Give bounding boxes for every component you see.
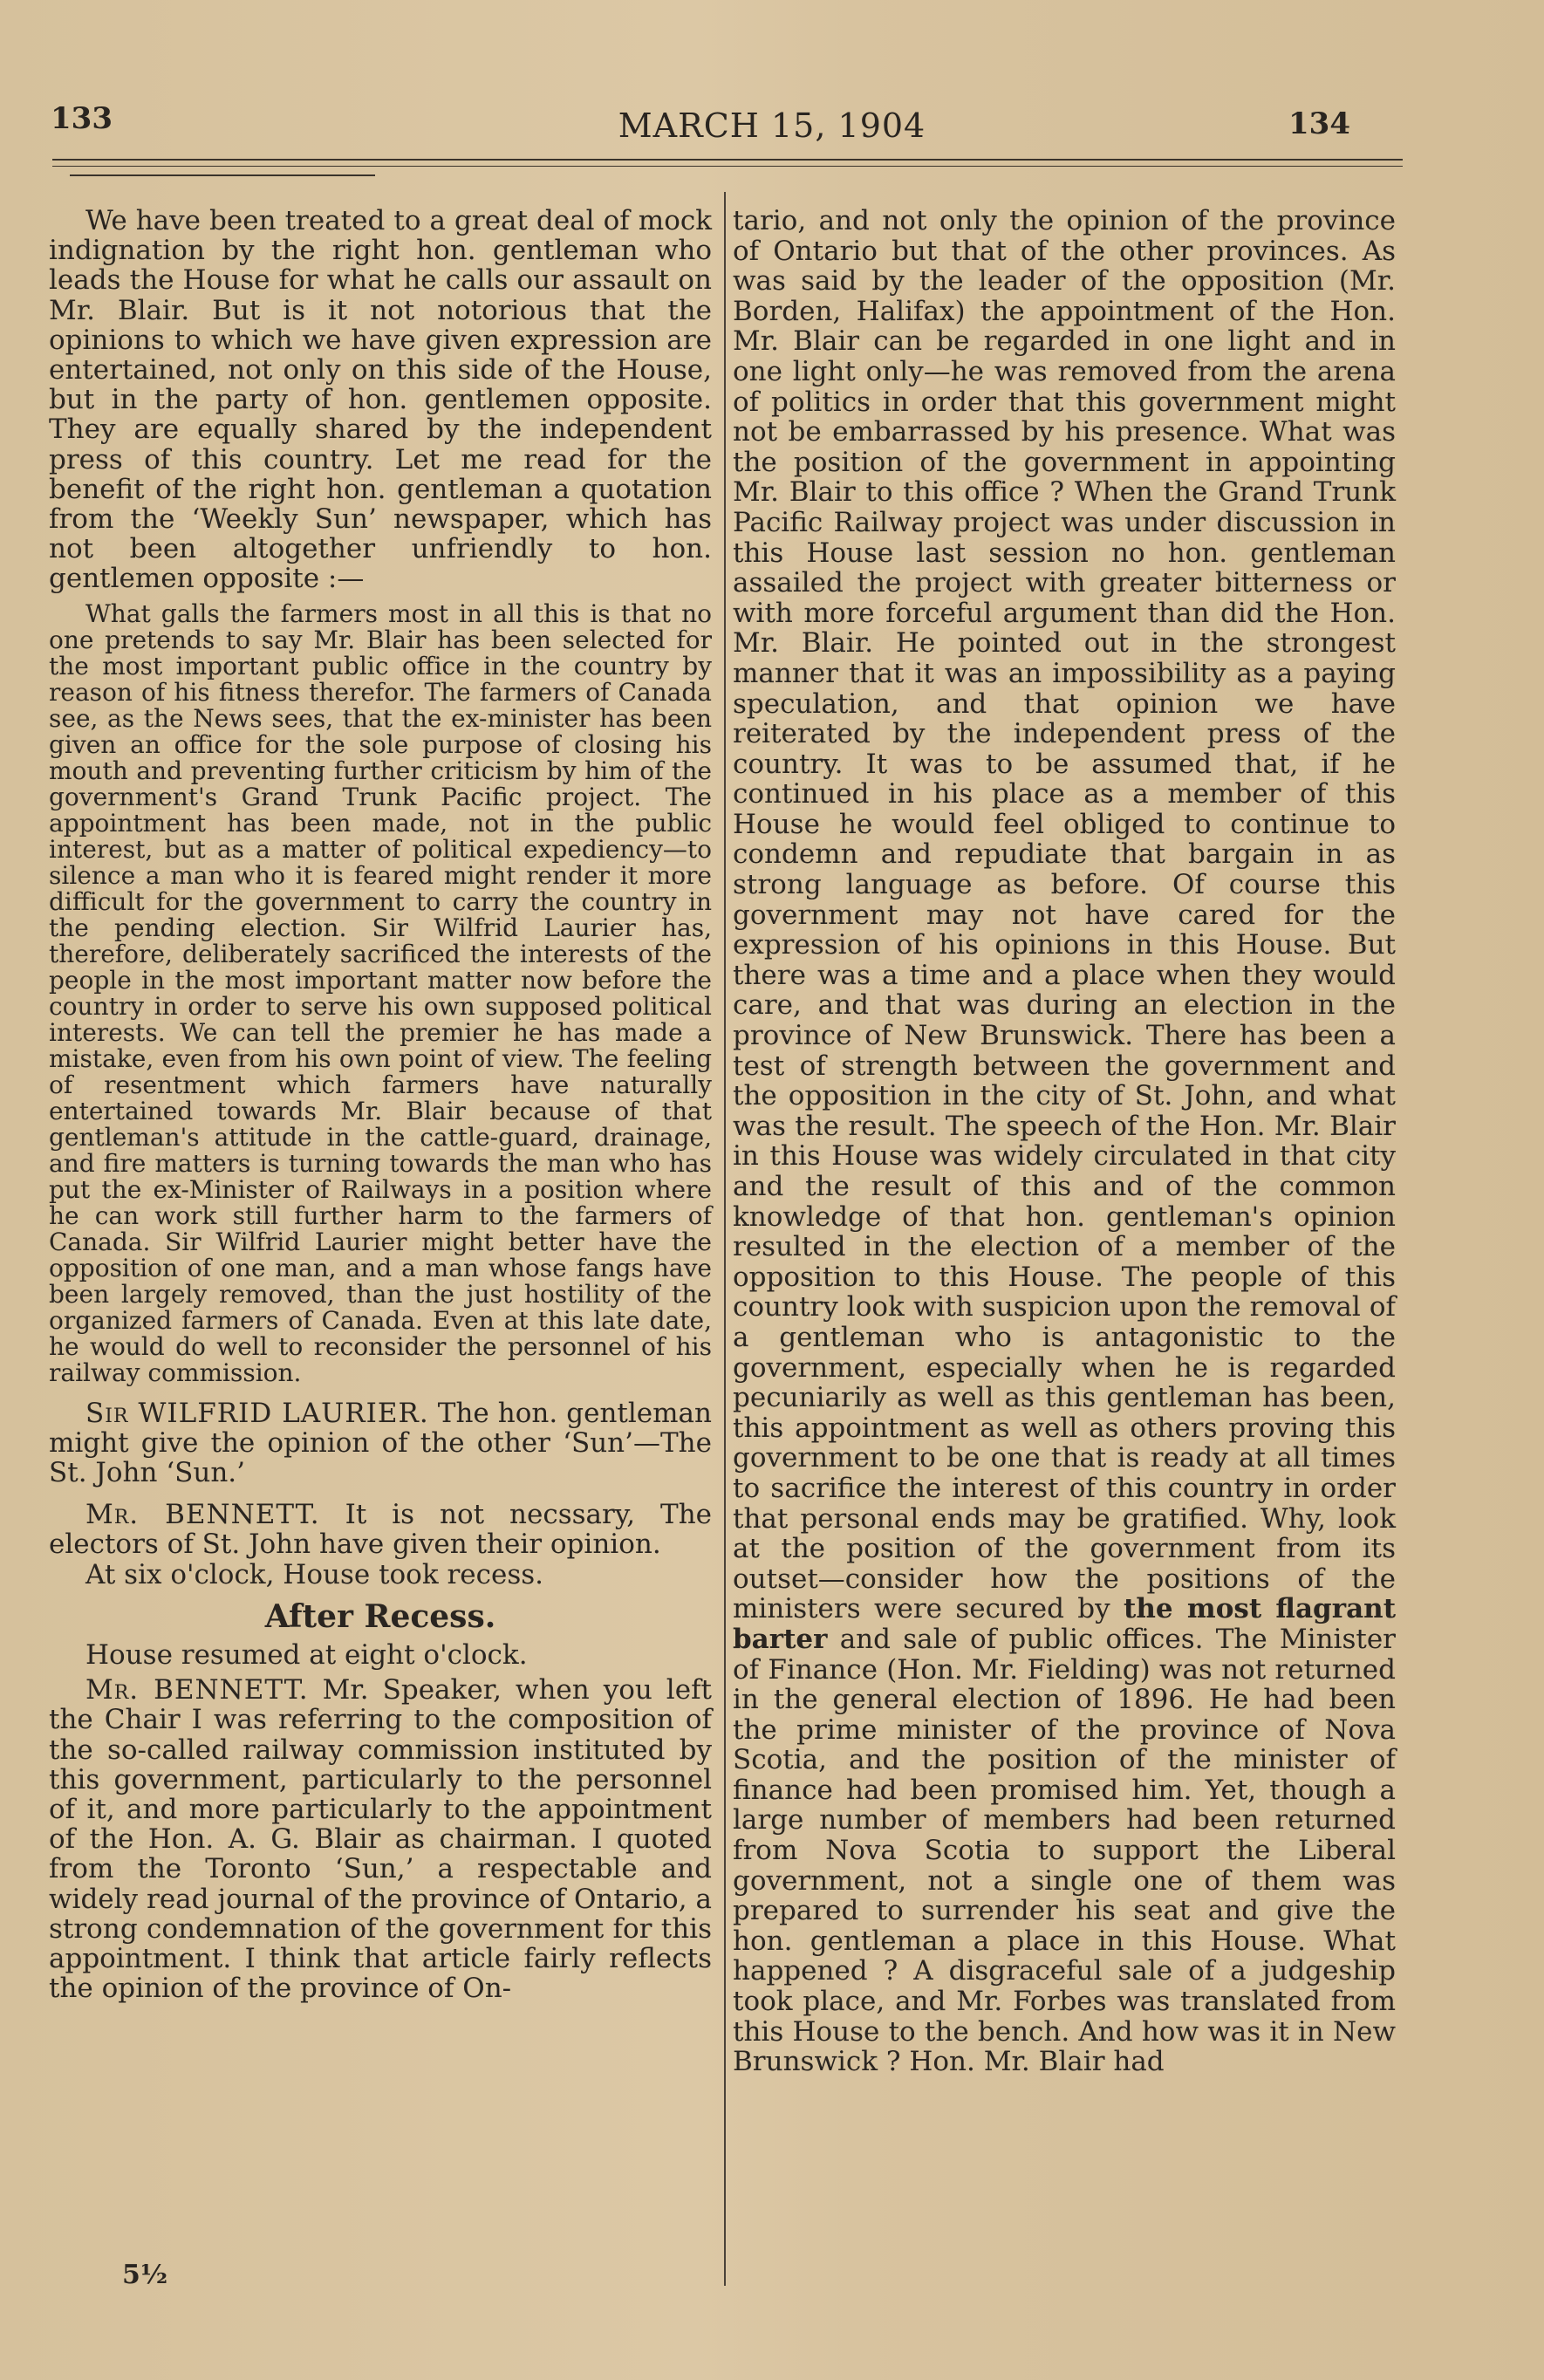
laurier-remark [49,1399,712,1488]
page-header [0,94,1544,147]
signature-mark: 5½ [122,2260,168,2290]
speaker-name: Mr. BENNETT. [85,1499,320,1531]
emphasis-text: the most flagrant barter [733,1593,1397,1655]
column-divider [724,192,726,2286]
paragraph: We have been treated to a great deal of mock indignation by the right hon. gentleman who leads the House for what he calls our assault on Mr. Blair. But is it not notorious that the opinions to which we have given expression are entertained, not only on this side of the House, but in the party of hon. gentlemen opposite. They are equally shared by the independent press of this country. Let me read for the benefit of the right hon. gentleman a quotation from the ‘Weekly Sun’ newspaper, which has not been altogether unfriendly to hon. gentlemen opposite :— [49,205,712,595]
header-rule-top [52,159,1403,161]
paragraph-text: tario, and not only the opinion of the province of Ontario but that of the other provinces. As was said by the leader of the opposition (Mr. Borden, Halifax) the appointment of the Hon. Mr. Blair can be regarded in one light and in one light only—he was removed from the arena of politics in order that this government might not be embarrassed by his presence. What was the position of the government in appointing Mr. Blair to this office ? When the Grand Trunk Pacific Railway project was under discussion in this House last session no hon. gentleman assailed the project with greater bitterness or with more forceful argument than did the Hon. Mr. Blair. He pointed out in the strongest manner that it was an impossibility as a paying speculation, and that opinion we have reiterated by the independent press of the country. It was to be assumed that, if he continued in his place as a member of this House he would feel obliged to continue to condemn and repudiate that bargain in as strong language as before. Of course this government may not have cared for the expression of his opinions in this House. But there was a time and a place when they would care, and that was during an election in the province of New Brunswick. There has been a test of strength between the government and the opposition in the city of St. John, and what was the result. The speech of the Hon. Mr. Blair in this House was widely circulated in that city and the result of this and of the common knowledge of that hon. gentleman's opinion resulted in the election of a member of the opposition to this House. The people of this country look with suspicion upon the removal of a gentleman who is antagonistic to the government, especially when he is regarded pecuniarily as well as this gentleman has been, this appointment as well as others proving this government to be one that is ready at all times to sacrifice the interest of this country in order that personal ends may be gratified. Why, look at the position of the government from its outset—consider how the positions of the ministers were secured by [733,205,1396,1625]
header-rule-bottom [52,166,1403,167]
remark-text: It is not necssary, The electors of St. John have given their opinion. [49,1499,713,1561]
left-column [49,206,712,2004]
bennett-remark [49,1500,712,1559]
remark-text: The hon. gentleman might give the opinion of the other ‘Sun’—The St. John ‘Sun.’ [49,1397,712,1489]
section-heading: After Recess. [264,1597,496,1635]
right-column [733,206,1396,2077]
header-rule-short [70,174,375,176]
page-number-right: 134 [1288,106,1350,141]
paragraph [733,206,1396,2077]
speech-text: Mr. Speaker, when you left the Chair I was referring to the composition of the so-called railway commission instituted by this government, particularly to the personnel of it, and more particularly to the appointment of the Hon. A. G. Blair as chairman. I quoted from the Toronto ‘Sun,’ a respectable and widely read journal of the province of Ontario, a strong condemnation of the government for this appointment. I think that article fairly reflects the opinion of the province of On- [49,1674,712,2005]
recess-note: At six o'clock, House took recess. [85,1558,544,1590]
speaker-name: Mr. BENNETT. [85,1674,309,1706]
paragraph-text: and sale of public offices. The Minister of Finance (Hon. Mr. Fielding) was not returned in the general election of 1896. He had been the prime minister of the province of Nova Scotia, and the position of the minister of finance had been promised him. Yet, though a large number of members had been returned from Nova Scotia to support the Liberal government, not a single one of them was prepared to surrender his seat and give the hon. gentleman a place in this House. What happened ? A disgraceful sale of a judgeship took place, and Mr. Forbes was translated from this House to the bench. And how was it in New Brunswick ? Hon. Mr. Blair had [733,1623,1396,2078]
page-number-left: 133 [51,101,113,136]
speaker-name: Sir WILFRID LAURIER. [85,1397,429,1429]
weekly-sun-quotation: What galls the farmers most in all this is that no one pretends to say Mr. Blair has been selected for the most important public office in the country by reason of his fitness therefor. The farmers of Canada see, as the News sees, that the ex-minister has been given an office for the sole purpose of closing his mouth and preventing further criticism by him of the government's Grand Trunk Pacific project. The appointment has been made, not in the public interest, but as a matter of political expediency—to silence a man who it is feared might render it more difficult for the government to carry the country in the pending election. Sir Wilfrid Laurier has, therefore, deliberately sacrificed the interests of the people in the most important matter now before the country in order to serve his own supposed political interests. We can tell the premier he has made a mistake, even from his own point of view. The feeling of resentment which farmers have naturally entertained towards Mr. Blair because of that gentleman's attitude in the cattle-guard, drainage, and fire matters is turning towards the man who has put the ex-Minister of Railways in a position where he can work still further harm to the farmers of Canada. Sir Wilfrid Laurier might better have the opposition of one man, and a man whose fangs have been largely removed, than the just hostility of the organized farmers of Canada. Even at this late date, he would do well to reconsider the personnel of his railway commission. [49,598,712,1387]
bennett-speech [49,1675,712,2003]
page-title: MARCH 15, 1904 [618,106,926,145]
resumed-note: House resumed at eight o'clock. [85,1639,528,1672]
